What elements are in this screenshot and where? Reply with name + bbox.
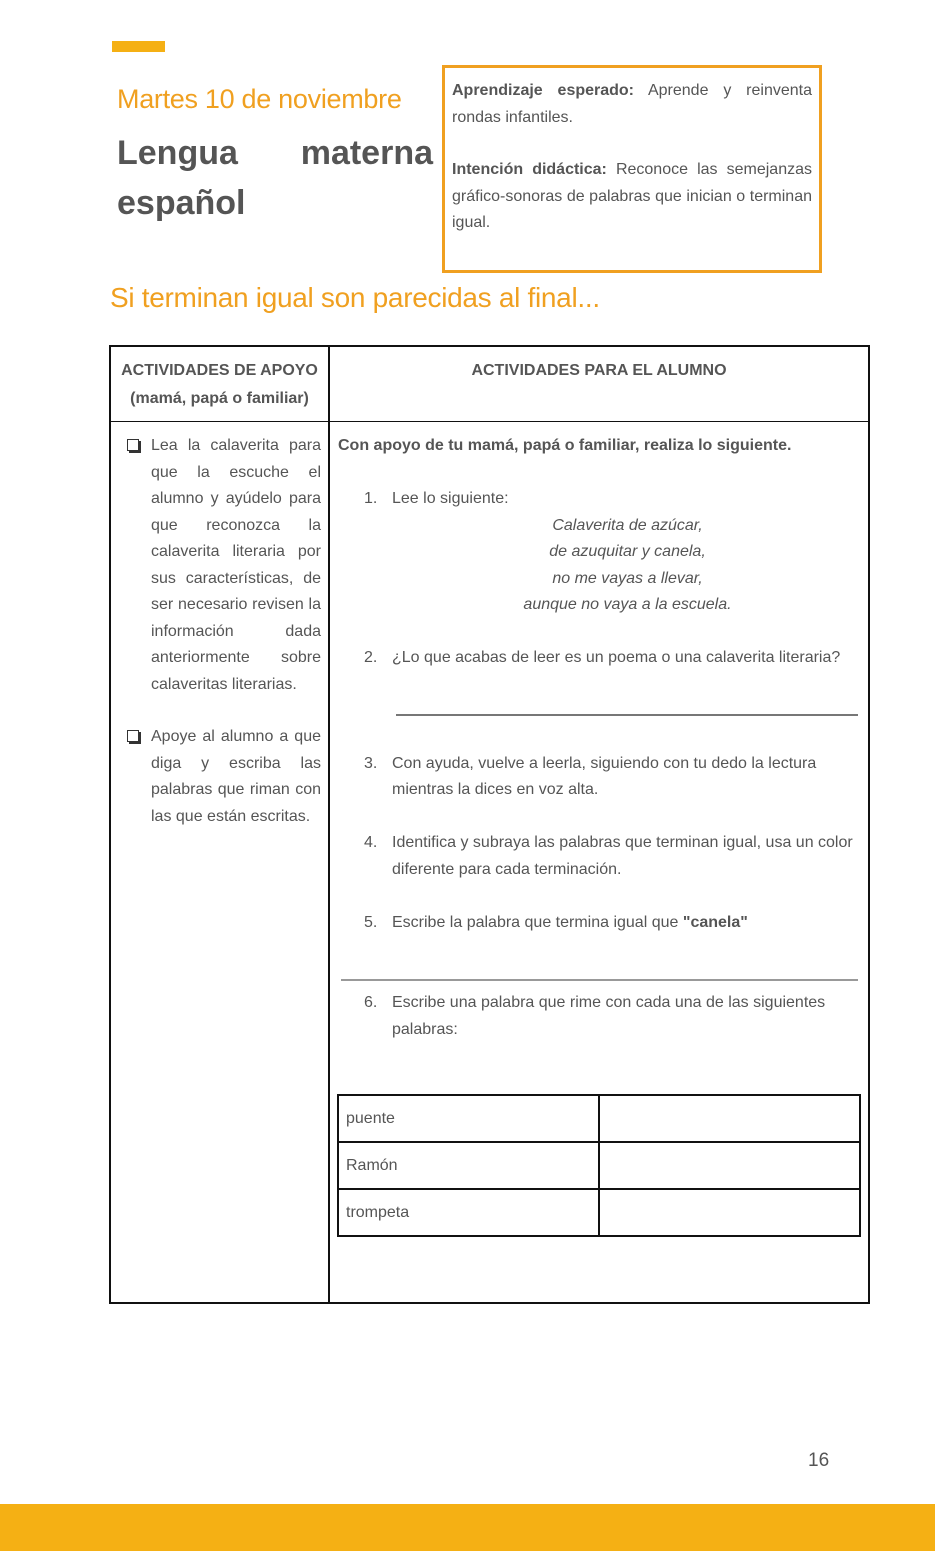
poem-line: de azuquitar y canela, [549, 543, 706, 560]
column-divider [328, 347, 330, 1302]
support-header-line-1: ACTIVIDADES DE APOYO [121, 362, 318, 379]
table-row [338, 1142, 860, 1189]
item-number: 5. [364, 913, 378, 931]
intencion-text: Reconoce las semejanzas gráfico-sonoras de palabras que inician o terminan igual. [452, 161, 812, 231]
table-row [338, 1095, 860, 1142]
subject-word-3: español [117, 184, 246, 222]
item-text: Escribe una palabra que rime con cada una de las siguientes palabras: [392, 994, 826, 1038]
activity-item-4 [338, 830, 863, 883]
item-number: 1. [364, 490, 378, 507]
checkbox-icon [127, 439, 139, 451]
support-item-text: Lea la calaverita para que la escuche el alumno y ayúdelo para que reconozca la calaverita literaria por sus características, de ser necesario revisen la información dada anteriormente sobre calaveritas literarias. [151, 437, 321, 693]
bottom-accent-band [0, 1504, 935, 1551]
support-activities [125, 433, 321, 856]
activity-item-1 [338, 486, 863, 513]
student-activities [338, 433, 863, 1043]
page-number: 16 [808, 1450, 830, 1471]
activity-item-5 [338, 910, 863, 937]
item-text: Con ayuda, vuelve a leerla, siguiendo con tu dedo la lectura mientras la dices en voz alta. [392, 754, 817, 798]
item-bold-word: "canela" [682, 913, 748, 931]
item-text: Escribe la palabra que termina igual que [392, 913, 679, 931]
header-divider [111, 421, 868, 422]
support-column-header [111, 357, 328, 413]
activity-item-2 [338, 645, 863, 672]
item-text: ¿Lo que acabas de leer es un poema o una calaverita literaria? [392, 649, 841, 666]
subject-word-2: materna [300, 134, 433, 172]
support-item [125, 724, 321, 830]
support-item-text: Apoye al alumno a que diga y escriba las palabras que riman con las que están escritas. [151, 728, 321, 825]
item-number: 3. [364, 754, 378, 772]
activities-table [109, 345, 870, 1304]
aprendizaje-text: Aprende y reinventa rondas infantiles. [452, 82, 812, 126]
rhyme-answer-cell[interactable] [599, 1142, 860, 1189]
learning-info-box [442, 65, 822, 273]
answer-line[interactable] [396, 714, 858, 716]
item-number: 2. [364, 649, 378, 666]
support-header-line-2: (mamá, papá o familiar) [130, 390, 309, 407]
aprendizaje-paragraph [452, 78, 812, 131]
checkbox-icon [127, 730, 139, 742]
subject-word-1: Lengua [117, 134, 238, 172]
item-text: Identifica y subraya las palabras que terminan igual, usa un color diferente para cada terminación. [392, 834, 853, 878]
item-number: 6. [364, 994, 378, 1011]
item-number: 4. [364, 834, 378, 851]
poem-line: Calaverita de azúcar, [552, 516, 703, 534]
top-accent-bar [112, 41, 165, 52]
rhyme-word: Ramón [338, 1142, 599, 1189]
student-column-header: ACTIVIDADES PARA EL ALUMNO [471, 362, 727, 379]
support-item [125, 433, 321, 698]
rhyme-answer-cell[interactable] [599, 1189, 860, 1236]
intencion-paragraph [452, 157, 812, 237]
poem-line: aunque no vaya a la escuela. [523, 596, 732, 613]
calaverita-poem [338, 513, 863, 619]
rhyme-word: trompeta [338, 1189, 599, 1236]
rhyme-table [337, 1094, 861, 1237]
lesson-date: Martes 10 de noviembre [117, 84, 402, 114]
answer-line[interactable] [341, 979, 858, 981]
student-intro: Con apoyo de tu mamá, papá o familiar, realiza lo siguiente. [338, 437, 792, 454]
rhyme-word: puente [338, 1095, 599, 1142]
rhyme-answer-cell[interactable] [599, 1095, 860, 1142]
activity-item-3 [338, 751, 863, 804]
table-row [338, 1189, 860, 1236]
item-text: Lee lo siguiente: [392, 490, 509, 507]
lesson-subtitle: Si terminan igual son parecidas al final... [110, 282, 600, 313]
intencion-label: Intención didáctica: [452, 161, 607, 178]
aprendizaje-label: Aprendizaje esperado: [452, 82, 635, 99]
subject-title [117, 128, 433, 228]
poem-line: no me vayas a llevar, [552, 569, 703, 587]
activity-item-6 [338, 990, 863, 1043]
